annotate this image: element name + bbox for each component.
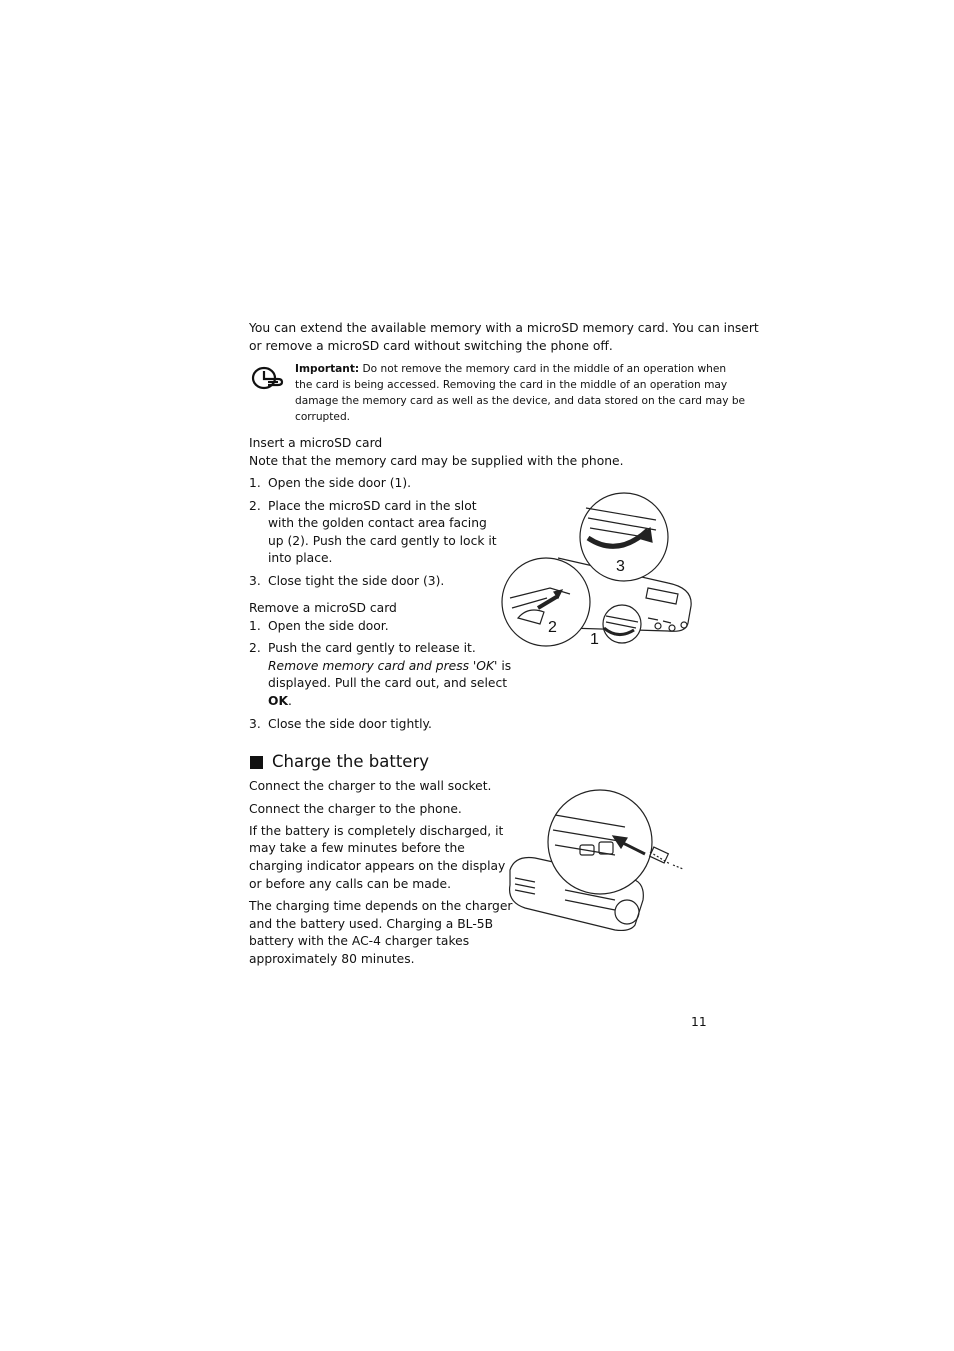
remove-step-2-end: . <box>287 694 292 708</box>
remove-heading: Remove a microSD card <box>249 601 397 615</box>
remove-step-1: Open the side door. <box>268 619 389 633</box>
important-label: Important: <box>295 363 360 375</box>
insert-step-2-line-2: with the golden contact area facing <box>268 516 487 530</box>
charge-p4-line-3: battery with the AC-4 charger takes <box>249 934 470 948</box>
remove-step-2-num: 2. <box>249 641 261 655</box>
ok-label: OK <box>268 694 288 708</box>
charge-p4-line-1: The charging time depends on the charger <box>249 899 513 913</box>
important-note <box>295 361 726 377</box>
section-marker <box>250 756 263 769</box>
important-hand-icon <box>250 365 286 391</box>
important-text-4: corrupted. <box>295 411 351 423</box>
important-text-1: Do not remove the memory card in the middle of an operation when <box>359 363 727 375</box>
charge-p2: Connect the charger to the phone. <box>249 802 462 816</box>
charge-p1: Connect the charger to the wall socket. <box>249 779 492 793</box>
section-title: Charge the battery <box>272 752 429 771</box>
insert-note: Note that the memory card may be supplied with the phone. <box>249 454 624 468</box>
page-number: 11 <box>691 1015 707 1029</box>
charge-p4-line-2: and the battery used. Charging a BL-5B <box>249 917 494 931</box>
remove-step-1-num: 1. <box>249 619 261 633</box>
important-text-2: the card is being accessed. Removing the card in the middle of an operation may <box>295 379 728 391</box>
charger-illustration <box>505 790 700 935</box>
remove-step-2-line-1: Push the card gently to release it. <box>268 641 476 655</box>
insert-step-2-num: 2. <box>249 499 261 513</box>
intro-line-2: or remove a microSD card without switching the phone off. <box>249 339 613 353</box>
charge-p3-line-3: charging indicator appears on the display <box>249 859 506 873</box>
insert-step-2-line-3: up (2). Push the card gently to lock it <box>268 534 497 548</box>
important-text-3: damage the memory card as well as the device, and data stored on the card may be <box>295 395 746 407</box>
memory-card-illustration <box>498 488 698 653</box>
insert-step-3: Close tight the side door (3). <box>268 574 445 588</box>
insert-step-2-line-4: into place. <box>268 551 333 565</box>
insert-step-1-num: 1. <box>249 476 261 490</box>
figure-label-3: 3 <box>616 558 625 575</box>
charge-p3-line-4: or before any calls can be made. <box>249 877 452 891</box>
remove-step-2-line-3: displayed. Pull the card out, and select <box>268 676 508 690</box>
remove-step-2-is: is <box>497 659 512 673</box>
charge-p3-line-1: If the battery is completely discharged, it <box>249 824 504 838</box>
intro-line-1: You can extend the available memory with a microSD memory card. You can insert <box>249 321 759 335</box>
insert-step-1: Open the side door (1). <box>268 476 412 490</box>
figure-label-2: 2 <box>548 619 557 636</box>
remove-step-2-line-4 <box>268 693 292 711</box>
remove-step-3-num: 3. <box>249 717 261 731</box>
charge-p3-line-2: may take a few minutes before the <box>249 841 465 855</box>
charge-p4-line-4: approximately 80 minutes. <box>249 952 415 966</box>
insert-heading: Insert a microSD card <box>249 436 383 450</box>
insert-step-3-num: 3. <box>249 574 261 588</box>
remove-step-2-line-2 <box>268 658 511 676</box>
figure-label-1: 1 <box>590 631 599 648</box>
insert-step-2-line-1: Place the microSD card in the slot <box>268 499 477 513</box>
remove-step-3: Close the side door tightly. <box>268 717 432 731</box>
remove-message: Remove memory card and press 'OK' <box>268 659 498 673</box>
